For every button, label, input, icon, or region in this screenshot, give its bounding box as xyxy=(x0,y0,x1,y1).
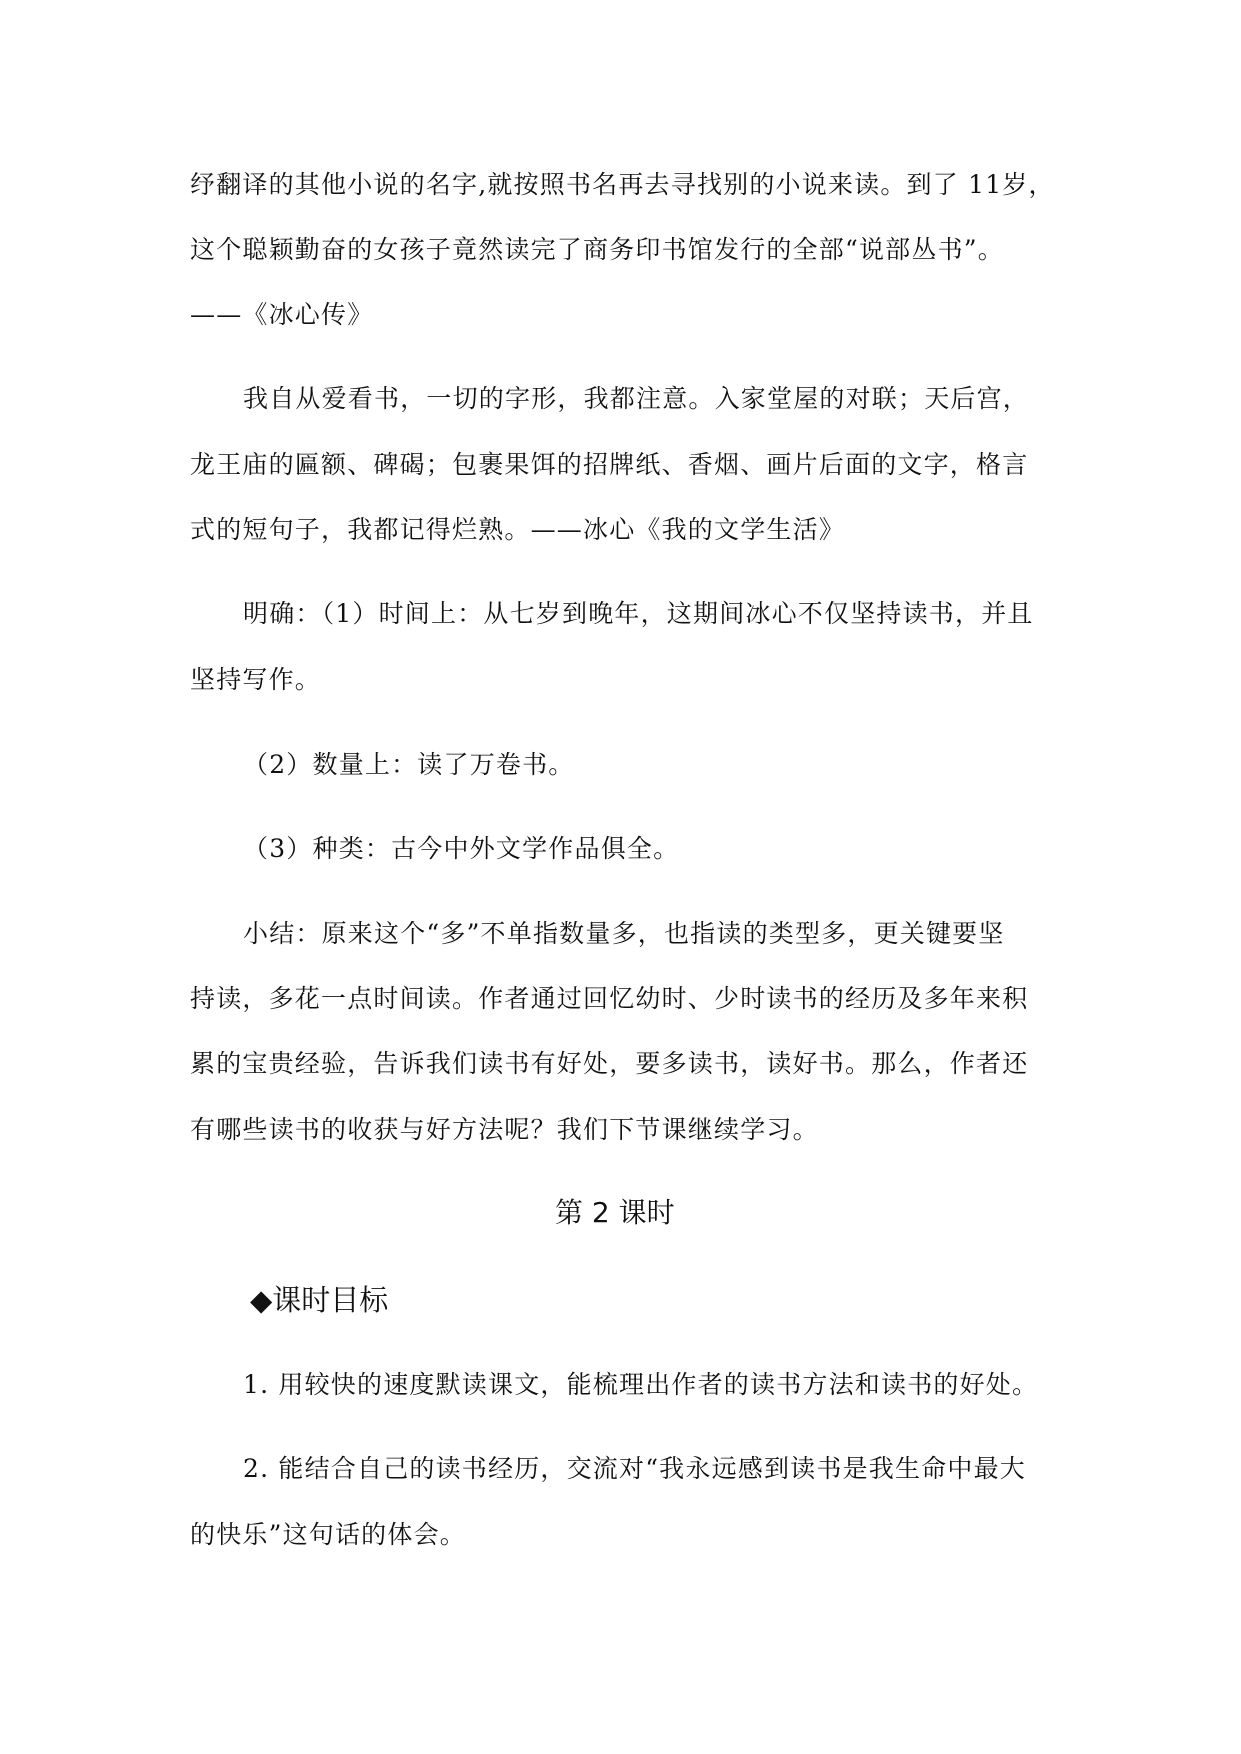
text-line: ——《冰心传》 xyxy=(190,300,374,329)
text-line: 小结：原来这个“多”不单指数量多，也指读的类型多，更关键要坚 xyxy=(243,919,1005,948)
text-line: 式的短句子，我都记得烂熟。——冰心《我的文学生活》 xyxy=(190,515,846,544)
text-line: 1. 用较快的速度默读课文，能梳理出作者的读书方法和读书的好处。 xyxy=(243,1370,1039,1399)
text-line: 纾翻译的其他小说的名字,就按照书名再去寻找别的小说来读。到了 11岁， xyxy=(190,170,1055,199)
text-line: 的快乐”这句话的体会。 xyxy=(190,1520,466,1549)
text-line: 这个聪颖勤奋的女孩子竟然读完了商务印书馆发行的全部“说部丛书”。 xyxy=(190,235,1004,264)
text-line: （2）数量上：读了万卷书。 xyxy=(243,750,575,779)
text-line: 坚持写作。 xyxy=(190,665,322,694)
text-line: 龙王庙的匾额、碑碣；包裹果饵的招牌纸、香烟、画片后面的文字，格言 xyxy=(190,450,1029,479)
text-line: 有哪些读书的收获与好方法呢？我们下节课继续学习。 xyxy=(190,1115,819,1144)
subsection-title: ◆课时目标 xyxy=(250,1283,389,1317)
text-line: 明确：（1）时间上：从七岁到晚年，这期间冰心不仅坚持读书，并且 xyxy=(243,599,1034,628)
text-line: 累的宝贵经验，告诉我们读书有好处，要多读书，读好书。那么，作者还 xyxy=(190,1049,1029,1078)
text-line: 持读，多花一点时间读。作者通过回忆幼时、少时读书的经历及多年来积 xyxy=(190,984,1029,1013)
text-line: （3）种类：古今中外文学作品俱全。 xyxy=(243,834,680,863)
text-line: 2. 能结合自己的读书经历，交流对“我永远感到读书是我生命中最大 xyxy=(243,1454,1026,1483)
text-line: 我自从爱看书，一切的字形，我都注意。入家堂屋的对联；天后宫， xyxy=(243,384,1030,413)
section-title: 第 2 课时 xyxy=(555,1196,675,1229)
